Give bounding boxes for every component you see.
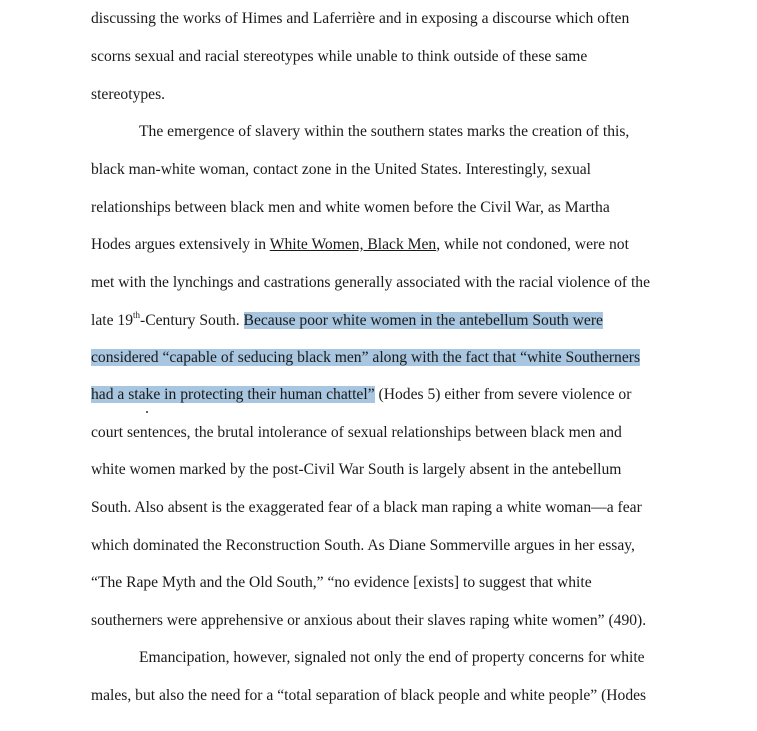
- text-line: discussing the works of Himes and Laferrière and in exposing a discourse which often: [91, 10, 630, 27]
- text-segment: (Hodes 5) either from severe violence or: [374, 386, 632, 403]
- stray-mark: [146, 411, 148, 413]
- text-segment: Hodes argues extensively in: [91, 236, 270, 253]
- text-line: males, but also the need for a “total separation of black people and white people” (Hodes: [91, 687, 647, 704]
- paragraph-first-line: The emergence of slavery within the southern states marks the creation of this,: [139, 123, 630, 140]
- book-title: White Women, Black Men: [269, 236, 437, 253]
- text-line: which dominated the Reconstruction South. As Diane Sommerville argues in her essay,: [91, 537, 635, 554]
- text-line: [91, 235, 629, 255]
- text-line: [91, 348, 640, 368]
- text-line: scorns sexual and racial stereotypes while unable to think outside of these same: [91, 48, 588, 65]
- text-segment: , while not condoned, were not: [436, 236, 629, 253]
- text-segment: -Century South.: [140, 312, 244, 329]
- text-line: black man-white woman, contact zone in the United States. Interestingly, sexual: [91, 161, 592, 178]
- text-line: “The Rape Myth and the Old South,” “no evidence [exists] to suggest that white: [91, 574, 592, 591]
- text-segment: late 19: [91, 312, 133, 329]
- text-line: white women marked by the post-Civil War South is largely absent in the antebellum: [91, 461, 622, 478]
- text-line: [91, 385, 631, 405]
- superscript: th: [133, 309, 141, 320]
- highlighted-text[interactable]: considered “capable of seducing black men” along with the fact that “white Southerners: [91, 349, 641, 366]
- text-line: stereotypes.: [91, 86, 166, 103]
- text-line: [91, 311, 603, 331]
- highlighted-text[interactable]: Because poor white women in the antebellum South were: [243, 312, 603, 329]
- text-line: relationships between black men and white women before the Civil War, as Martha: [91, 199, 610, 216]
- text-line: met with the lynchings and castrations generally associated with the racial violence of the: [91, 274, 651, 291]
- text-line: southerners were apprehensive or anxious about their slaves raping white women” (490).: [91, 612, 647, 629]
- paragraph-first-line: Emancipation, however, signaled not only the end of property concerns for white: [139, 649, 645, 666]
- highlighted-text[interactable]: had a stake in protecting their human chattel”: [91, 386, 375, 403]
- text-line: court sentences, the brutal intolerance of sexual relationships between black men and: [91, 424, 622, 441]
- text-line: South. Also absent is the exaggerated fear of a black man raping a white woman—a fear: [91, 499, 642, 516]
